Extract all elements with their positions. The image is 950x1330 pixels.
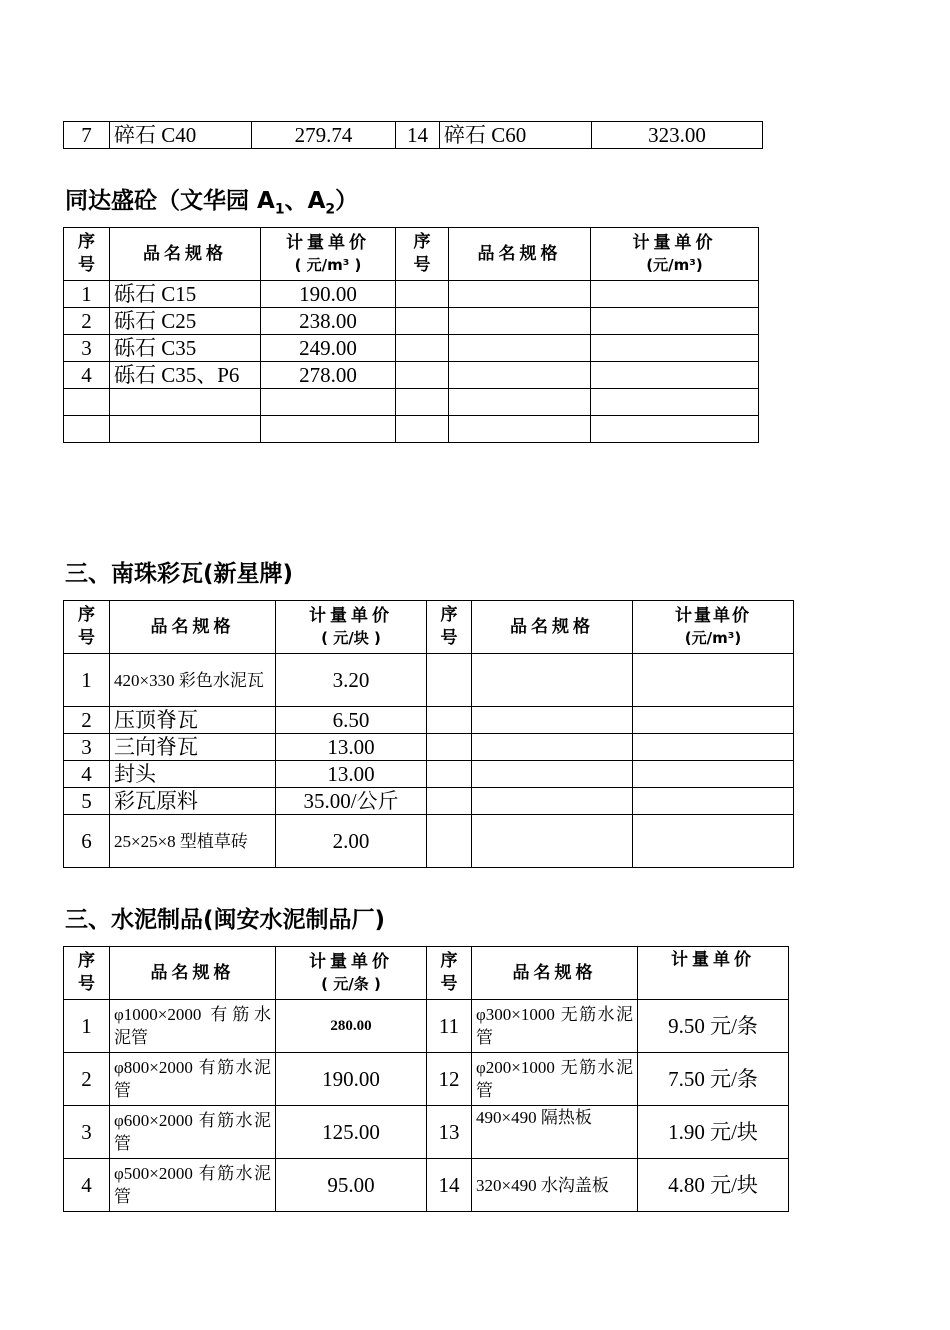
seq-cell: 14 bbox=[396, 122, 440, 149]
header-seq: 序号 bbox=[64, 947, 110, 1000]
empty-cell bbox=[472, 788, 633, 815]
table-row bbox=[64, 788, 794, 815]
empty-cell bbox=[427, 815, 472, 868]
empty-cell bbox=[396, 281, 449, 308]
empty-cell bbox=[633, 761, 794, 788]
header-price-unit: ( 元/块 ) bbox=[321, 629, 381, 647]
empty-cell bbox=[396, 308, 449, 335]
table-row bbox=[64, 1159, 789, 1212]
name-cell: 320×490 水沟盖板 bbox=[472, 1159, 638, 1212]
price-cell: 6.50 bbox=[276, 707, 427, 734]
section-title: 三、南珠彩瓦(新星牌) bbox=[65, 561, 294, 587]
price-cell: 323.00 bbox=[592, 122, 763, 149]
name-cell: φ800×2000 有筋水泥管 bbox=[110, 1053, 276, 1106]
seq-cell: 2 bbox=[64, 707, 110, 734]
price-table-concrete bbox=[63, 227, 759, 443]
empty-cell bbox=[64, 416, 110, 443]
seq-cell: 7 bbox=[64, 122, 110, 149]
empty-cell bbox=[591, 335, 759, 362]
seq-cell: 14 bbox=[427, 1159, 472, 1212]
table-row bbox=[64, 815, 794, 868]
seq-cell: 6 bbox=[64, 815, 110, 868]
empty-cell bbox=[427, 707, 472, 734]
name-cell: 压顶脊瓦 bbox=[110, 707, 276, 734]
price-cell: 2.00 bbox=[276, 815, 427, 868]
price-cell: 249.00 bbox=[261, 335, 396, 362]
seq-cell: 1 bbox=[64, 654, 110, 707]
price-cell: 190.00 bbox=[276, 1053, 427, 1106]
table-row bbox=[64, 1053, 789, 1106]
title-part: 、A bbox=[284, 188, 326, 214]
empty-cell bbox=[110, 416, 261, 443]
header-price bbox=[261, 228, 396, 281]
table-row bbox=[64, 707, 794, 734]
price-table-tiles bbox=[63, 600, 794, 868]
empty-cell bbox=[427, 654, 472, 707]
name-cell: φ600×2000 有筋水泥管 bbox=[110, 1106, 276, 1159]
empty-cell bbox=[472, 815, 633, 868]
header-price-unit: (元/m³) bbox=[646, 256, 703, 274]
empty-cell bbox=[449, 389, 591, 416]
seq-cell: 4 bbox=[64, 362, 110, 389]
title-subscript: 1 bbox=[274, 201, 285, 218]
table-row bbox=[64, 654, 794, 707]
empty-cell bbox=[591, 389, 759, 416]
header-row bbox=[64, 228, 759, 281]
empty-cell bbox=[472, 707, 633, 734]
price-cell: 9.50 元/条 bbox=[638, 1000, 789, 1053]
empty-cell bbox=[449, 308, 591, 335]
price-cell: 4.80 元/块 bbox=[638, 1159, 789, 1212]
name-cell: 490×490 隔热板 bbox=[472, 1106, 638, 1159]
title-part: 同达盛砼（文华园 A bbox=[65, 188, 275, 214]
table-row bbox=[64, 1000, 789, 1053]
header-name: 品名规格 bbox=[472, 947, 638, 1000]
name-cell: 420×330 彩色水泥瓦 bbox=[110, 654, 276, 707]
header-name: 品名规格 bbox=[472, 601, 633, 654]
name-cell: φ200×1000 无筋水泥管 bbox=[472, 1053, 638, 1106]
empty-cell bbox=[427, 788, 472, 815]
header-price-label: 计量单价 bbox=[286, 233, 370, 253]
empty-cell bbox=[633, 734, 794, 761]
seq-cell: 2 bbox=[64, 1053, 110, 1106]
header-price-unit: ( 元/条 ) bbox=[321, 975, 381, 993]
header-price-label: 计量单价 bbox=[675, 606, 751, 626]
price-cell: 278.00 bbox=[261, 362, 396, 389]
top-table bbox=[63, 121, 763, 149]
price-table-cement bbox=[63, 946, 789, 1212]
header-seq: 序号 bbox=[64, 601, 110, 654]
header-price-unit: ( 元/m³ ) bbox=[294, 256, 362, 274]
empty-cell bbox=[449, 281, 591, 308]
price-cell: 13.00 bbox=[276, 734, 427, 761]
table-row bbox=[64, 761, 794, 788]
seq-cell: 5 bbox=[64, 788, 110, 815]
empty-cell bbox=[261, 416, 396, 443]
name-cell: 彩瓦原料 bbox=[110, 788, 276, 815]
header-seq: 序号 bbox=[64, 228, 110, 281]
price-cell: 280.00 bbox=[276, 1000, 427, 1053]
empty-cell bbox=[396, 389, 449, 416]
seq-cell: 4 bbox=[64, 761, 110, 788]
header-name: 品名规格 bbox=[110, 228, 261, 281]
header-price-label: 计量单价 bbox=[309, 952, 393, 972]
header-name: 品名规格 bbox=[449, 228, 591, 281]
header-price bbox=[591, 228, 759, 281]
price-cell: 238.00 bbox=[261, 308, 396, 335]
name-cell: 封头 bbox=[110, 761, 276, 788]
header-seq: 序号 bbox=[396, 228, 449, 281]
title-part: ） bbox=[335, 188, 359, 214]
name-cell: 砾石 C35、P6 bbox=[110, 362, 261, 389]
empty-cell bbox=[633, 815, 794, 868]
header-seq: 序号 bbox=[427, 947, 472, 1000]
name-cell: φ1000×2000 有筋水泥管 bbox=[110, 1000, 276, 1053]
empty-cell bbox=[396, 416, 449, 443]
empty-cell bbox=[261, 389, 396, 416]
empty-cell bbox=[633, 707, 794, 734]
table-row bbox=[64, 1106, 789, 1159]
header-row bbox=[64, 947, 789, 1000]
empty-cell bbox=[449, 335, 591, 362]
table-row bbox=[64, 281, 759, 308]
empty-cell bbox=[633, 654, 794, 707]
price-cell: 1.90 元/块 bbox=[638, 1106, 789, 1159]
empty-cell bbox=[427, 734, 472, 761]
empty-cell bbox=[110, 389, 261, 416]
header-row bbox=[64, 601, 794, 654]
header-price bbox=[276, 947, 427, 1000]
empty-cell bbox=[449, 416, 591, 443]
empty-cell bbox=[591, 308, 759, 335]
seq-cell: 3 bbox=[64, 1106, 110, 1159]
empty-cell bbox=[472, 654, 633, 707]
empty-cell bbox=[396, 362, 449, 389]
seq-cell: 1 bbox=[64, 281, 110, 308]
price-cell: 13.00 bbox=[276, 761, 427, 788]
empty-cell bbox=[449, 362, 591, 389]
seq-cell: 1 bbox=[64, 1000, 110, 1053]
title-subscript: 2 bbox=[325, 201, 336, 218]
name-cell: 砾石 C15 bbox=[110, 281, 261, 308]
empty-cell bbox=[472, 761, 633, 788]
price-cell: 3.20 bbox=[276, 654, 427, 707]
empty-cell bbox=[396, 335, 449, 362]
name-cell: 三向脊瓦 bbox=[110, 734, 276, 761]
header-name: 品名规格 bbox=[110, 947, 276, 1000]
name-cell: φ300×1000 无筋水泥管 bbox=[472, 1000, 638, 1053]
table-row bbox=[64, 122, 763, 149]
table-row bbox=[64, 335, 759, 362]
header-seq: 序号 bbox=[427, 601, 472, 654]
header-price-unit: (元/m³) bbox=[684, 629, 742, 647]
table-row bbox=[64, 734, 794, 761]
header-price-label: 计量单价 bbox=[632, 233, 717, 253]
header-price-label: 计量单价 bbox=[638, 947, 789, 1000]
empty-cell bbox=[472, 734, 633, 761]
name-cell: 砾石 C25 bbox=[110, 308, 261, 335]
seq-cell: 3 bbox=[64, 734, 110, 761]
empty-cell bbox=[591, 416, 759, 443]
name-cell: φ500×2000 有筋水泥管 bbox=[110, 1159, 276, 1212]
empty-cell bbox=[427, 761, 472, 788]
price-cell: 95.00 bbox=[276, 1159, 427, 1212]
empty-cell bbox=[64, 389, 110, 416]
header-price bbox=[276, 601, 427, 654]
name-cell: 碎石 C60 bbox=[440, 122, 592, 149]
section-title: 三、水泥制品(闽安水泥制品厂) bbox=[65, 907, 386, 933]
section-title bbox=[65, 186, 358, 225]
empty-cell bbox=[591, 281, 759, 308]
price-cell: 125.00 bbox=[276, 1106, 427, 1159]
header-name: 品名规格 bbox=[110, 601, 276, 654]
price-cell: 279.74 bbox=[252, 122, 396, 149]
seq-cell: 13 bbox=[427, 1106, 472, 1159]
price-cell: 7.50 元/条 bbox=[638, 1053, 789, 1106]
seq-cell: 12 bbox=[427, 1053, 472, 1106]
price-cell: 190.00 bbox=[261, 281, 396, 308]
seq-cell: 3 bbox=[64, 335, 110, 362]
table-row bbox=[64, 416, 759, 443]
name-cell: 砾石 C35 bbox=[110, 335, 261, 362]
table-row bbox=[64, 308, 759, 335]
header-price-label: 计量单价 bbox=[309, 606, 393, 626]
seq-cell: 11 bbox=[427, 1000, 472, 1053]
price-cell: 35.00/公斤 bbox=[276, 788, 427, 815]
name-cell: 25×25×8 型植草砖 bbox=[110, 815, 276, 868]
table-row bbox=[64, 389, 759, 416]
seq-cell: 2 bbox=[64, 308, 110, 335]
empty-cell bbox=[633, 788, 794, 815]
empty-cell bbox=[591, 362, 759, 389]
name-cell: 碎石 C40 bbox=[110, 122, 252, 149]
header-price bbox=[633, 601, 794, 654]
seq-cell: 4 bbox=[64, 1159, 110, 1212]
table-row bbox=[64, 362, 759, 389]
